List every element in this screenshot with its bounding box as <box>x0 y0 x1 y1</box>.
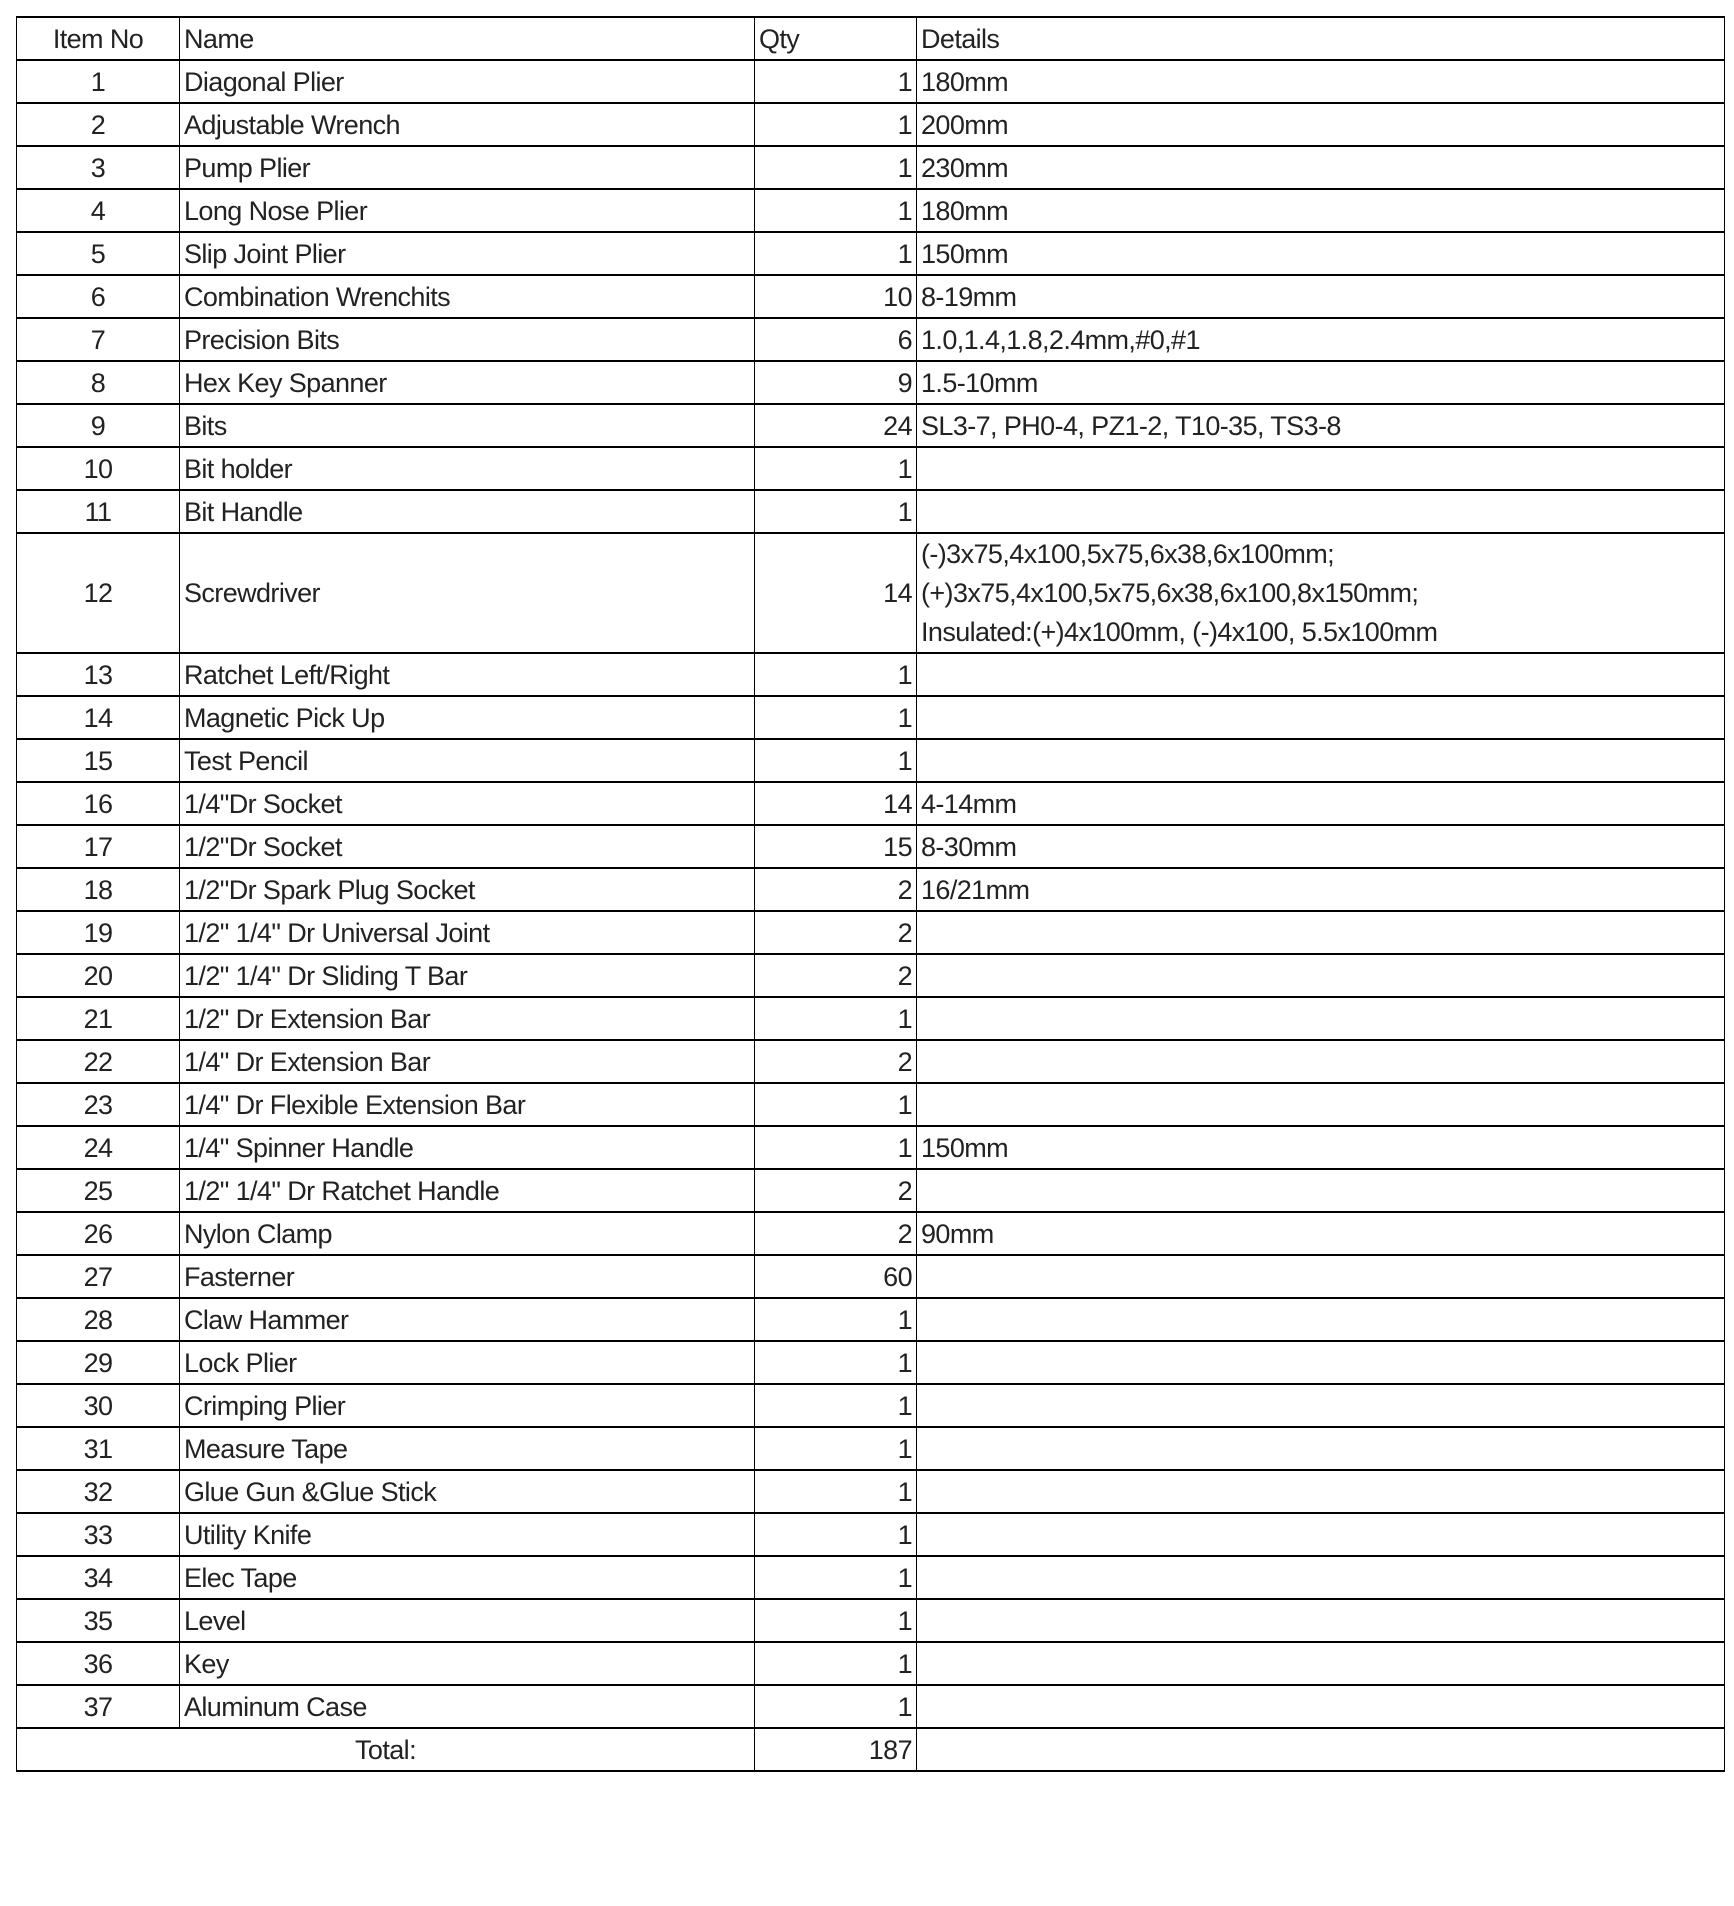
item-no-cell: 14 <box>17 696 180 739</box>
details-cell <box>917 911 1725 954</box>
name-cell: Screwdriver <box>180 533 755 653</box>
table-row <box>17 60 1725 103</box>
item-no-cell: 37 <box>17 1685 180 1728</box>
table-row <box>17 318 1725 361</box>
total-details-cell <box>917 1728 1725 1771</box>
item-no-cell: 8 <box>17 361 180 404</box>
header-row <box>17 17 1725 60</box>
details-cell: 8-19mm <box>917 275 1725 318</box>
table-row <box>17 696 1725 739</box>
name-cell: Bit Handle <box>180 490 755 533</box>
item-no-cell: 13 <box>17 653 180 696</box>
qty-cell: 1 <box>755 1556 917 1599</box>
table-row <box>17 1255 1725 1298</box>
table-row <box>17 189 1725 232</box>
details-cell: 230mm <box>917 146 1725 189</box>
details-cell: 1.0,1.4,1.8,2.4mm,#0,#1 <box>917 318 1725 361</box>
name-cell: 1/2"Dr Spark Plug Socket <box>180 868 755 911</box>
details-cell: 90mm <box>917 1212 1725 1255</box>
name-cell: Nylon Clamp <box>180 1212 755 1255</box>
item-no-cell: 7 <box>17 318 180 361</box>
table-row <box>17 997 1725 1040</box>
details-cell <box>917 1556 1725 1599</box>
name-cell: 1/4"Dr Socket <box>180 782 755 825</box>
table-row <box>17 825 1725 868</box>
details-cell <box>917 696 1725 739</box>
item-no-cell: 25 <box>17 1169 180 1212</box>
details-cell <box>917 1470 1725 1513</box>
item-no-cell: 4 <box>17 189 180 232</box>
qty-cell: 1 <box>755 1685 917 1728</box>
details-cell <box>917 1341 1725 1384</box>
details-cell <box>917 1083 1725 1126</box>
item-no-cell: 27 <box>17 1255 180 1298</box>
parts-list-table <box>16 16 1725 1772</box>
qty-cell: 1 <box>755 1599 917 1642</box>
name-cell: Utility Knife <box>180 1513 755 1556</box>
table-row <box>17 1384 1725 1427</box>
details-line: (+)3x75,4x100,5x75,6x38,6x100,8x150mm; <box>921 577 1419 608</box>
qty-cell: 2 <box>755 954 917 997</box>
name-cell: Level <box>180 1599 755 1642</box>
header-item-no: Item No <box>17 17 180 60</box>
table-row <box>17 447 1725 490</box>
details-cell <box>917 490 1725 533</box>
table-row <box>17 1040 1725 1083</box>
name-cell: 1/2"Dr Socket <box>180 825 755 868</box>
item-no-cell: 17 <box>17 825 180 868</box>
name-cell: 1/2" 1/4" Dr Sliding T Bar <box>180 954 755 997</box>
qty-cell: 1 <box>755 997 917 1040</box>
table-row <box>17 868 1725 911</box>
qty-cell: 1 <box>755 232 917 275</box>
name-cell: Aluminum Case <box>180 1685 755 1728</box>
details-cell: 1.5-10mm <box>917 361 1725 404</box>
details-cell <box>917 1599 1725 1642</box>
qty-cell: 1 <box>755 189 917 232</box>
item-no-cell: 23 <box>17 1083 180 1126</box>
item-no-cell: 11 <box>17 490 180 533</box>
qty-cell: 9 <box>755 361 917 404</box>
qty-cell: 1 <box>755 447 917 490</box>
table-row <box>17 1556 1725 1599</box>
qty-cell: 14 <box>755 533 917 653</box>
header-details: Details <box>917 17 1725 60</box>
details-cell <box>917 739 1725 782</box>
qty-cell: 2 <box>755 1212 917 1255</box>
details-cell: SL3-7, PH0-4, PZ1-2, T10-35, TS3-8 <box>917 404 1725 447</box>
name-cell: Elec Tape <box>180 1556 755 1599</box>
details-cell: 16/21mm <box>917 868 1725 911</box>
details-cell <box>917 1642 1725 1685</box>
qty-cell: 1 <box>755 1384 917 1427</box>
name-cell: Pump Plier <box>180 146 755 189</box>
item-no-cell: 5 <box>17 232 180 275</box>
item-no-cell: 35 <box>17 1599 180 1642</box>
name-cell: 1/2" 1/4" Dr Universal Joint <box>180 911 755 954</box>
table-row <box>17 1685 1725 1728</box>
qty-cell: 1 <box>755 146 917 189</box>
table-row <box>17 1212 1725 1255</box>
item-no-cell: 32 <box>17 1470 180 1513</box>
item-no-cell: 12 <box>17 533 180 653</box>
item-no-cell: 19 <box>17 911 180 954</box>
item-no-cell: 6 <box>17 275 180 318</box>
qty-cell: 1 <box>755 1470 917 1513</box>
table-row <box>17 404 1725 447</box>
table-row <box>17 490 1725 533</box>
table-row <box>17 361 1725 404</box>
item-no-cell: 18 <box>17 868 180 911</box>
name-cell: Bits <box>180 404 755 447</box>
name-cell: 1/4" Dr Flexible Extension Bar <box>180 1083 755 1126</box>
item-no-cell: 15 <box>17 739 180 782</box>
name-cell: Test Pencil <box>180 739 755 782</box>
name-cell: 1/2" 1/4" Dr Ratchet Handle <box>180 1169 755 1212</box>
qty-cell: 24 <box>755 404 917 447</box>
details-cell <box>917 1427 1725 1470</box>
item-no-cell: 16 <box>17 782 180 825</box>
table-row <box>17 1642 1725 1685</box>
table-row <box>17 1599 1725 1642</box>
name-cell: Key <box>180 1642 755 1685</box>
name-cell: Claw Hammer <box>180 1298 755 1341</box>
details-cell: 150mm <box>917 1126 1725 1169</box>
table-row <box>17 1169 1725 1212</box>
qty-cell: 2 <box>755 1169 917 1212</box>
item-no-cell: 22 <box>17 1040 180 1083</box>
qty-cell: 1 <box>755 103 917 146</box>
details-cell <box>917 954 1725 997</box>
item-no-cell: 20 <box>17 954 180 997</box>
details-cell <box>917 1169 1725 1212</box>
qty-cell: 6 <box>755 318 917 361</box>
qty-cell: 1 <box>755 739 917 782</box>
qty-cell: 1 <box>755 490 917 533</box>
name-cell: Fasterner <box>180 1255 755 1298</box>
table-row <box>17 911 1725 954</box>
details-line: Insulated:(+)4x100mm, (-)4x100, 5.5x100mm <box>921 616 1438 647</box>
details-cell <box>917 1298 1725 1341</box>
qty-cell: 60 <box>755 1255 917 1298</box>
table-row <box>17 1083 1725 1126</box>
header-qty: Qty <box>755 17 917 60</box>
details-cell <box>917 1255 1725 1298</box>
item-no-cell: 1 <box>17 60 180 103</box>
details-cell: 8-30mm <box>917 825 1725 868</box>
qty-cell: 14 <box>755 782 917 825</box>
qty-cell: 2 <box>755 868 917 911</box>
name-cell: Adjustable Wrench <box>180 103 755 146</box>
name-cell: 1/4" Spinner Handle <box>180 1126 755 1169</box>
table-row <box>17 653 1725 696</box>
table-row <box>17 739 1725 782</box>
table-row <box>17 1427 1725 1470</box>
name-cell: Long Nose Plier <box>180 189 755 232</box>
table-row <box>17 103 1725 146</box>
header-name: Name <box>180 17 755 60</box>
item-no-cell: 34 <box>17 1556 180 1599</box>
item-no-cell: 21 <box>17 997 180 1040</box>
details-cell <box>917 1040 1725 1083</box>
details-cell: 4-14mm <box>917 782 1725 825</box>
qty-cell: 15 <box>755 825 917 868</box>
qty-cell: 1 <box>755 1513 917 1556</box>
name-cell: Ratchet Left/Right <box>180 653 755 696</box>
table-row <box>17 782 1725 825</box>
qty-cell: 2 <box>755 911 917 954</box>
name-cell: Magnetic Pick Up <box>180 696 755 739</box>
table-row <box>17 275 1725 318</box>
details-line: (-)3x75,4x100,5x75,6x38,6x100mm; <box>921 538 1335 569</box>
qty-cell: 1 <box>755 1083 917 1126</box>
details-cell <box>917 1513 1725 1556</box>
qty-cell: 1 <box>755 1126 917 1169</box>
details-cell: 150mm <box>917 232 1725 275</box>
name-cell: Precision Bits <box>180 318 755 361</box>
name-cell: Crimping Plier <box>180 1384 755 1427</box>
table-row <box>17 954 1725 997</box>
table-row <box>17 232 1725 275</box>
qty-cell: 1 <box>755 696 917 739</box>
name-cell: Diagonal Plier <box>180 60 755 103</box>
name-cell: Slip Joint Plier <box>180 232 755 275</box>
total-qty: 187 <box>755 1728 917 1771</box>
item-no-cell: 36 <box>17 1642 180 1685</box>
name-cell: Measure Tape <box>180 1427 755 1470</box>
item-no-cell: 31 <box>17 1427 180 1470</box>
details-cell <box>917 1384 1725 1427</box>
qty-cell: 1 <box>755 1298 917 1341</box>
details-cell: 180mm <box>917 189 1725 232</box>
total-label: Total: <box>17 1728 755 1771</box>
name-cell: 1/2" Dr Extension Bar <box>180 997 755 1040</box>
table-row <box>17 1470 1725 1513</box>
item-no-cell: 24 <box>17 1126 180 1169</box>
details-cell <box>917 997 1725 1040</box>
item-no-cell: 28 <box>17 1298 180 1341</box>
name-cell: Combination Wrenchits <box>180 275 755 318</box>
item-no-cell: 33 <box>17 1513 180 1556</box>
qty-cell: 10 <box>755 275 917 318</box>
table-row <box>17 1513 1725 1556</box>
name-cell: Bit holder <box>180 447 755 490</box>
name-cell: Lock Plier <box>180 1341 755 1384</box>
details-cell <box>917 653 1725 696</box>
name-cell: Hex Key Spanner <box>180 361 755 404</box>
total-row <box>17 1728 1725 1771</box>
qty-cell: 2 <box>755 1040 917 1083</box>
name-cell: Glue Gun &Glue Stick <box>180 1470 755 1513</box>
qty-cell: 1 <box>755 1341 917 1384</box>
details-cell: 180mm <box>917 60 1725 103</box>
name-cell: 1/4" Dr Extension Bar <box>180 1040 755 1083</box>
item-no-cell: 30 <box>17 1384 180 1427</box>
qty-cell: 1 <box>755 1642 917 1685</box>
item-no-cell: 2 <box>17 103 180 146</box>
table-row <box>17 1126 1725 1169</box>
details-cell <box>917 533 1725 653</box>
table-row <box>17 1341 1725 1384</box>
details-cell: 200mm <box>917 103 1725 146</box>
table-row <box>17 146 1725 189</box>
qty-cell: 1 <box>755 653 917 696</box>
item-no-cell: 9 <box>17 404 180 447</box>
item-no-cell: 3 <box>17 146 180 189</box>
details-cell <box>917 1685 1725 1728</box>
qty-cell: 1 <box>755 60 917 103</box>
table-row <box>17 1298 1725 1341</box>
table-row <box>17 533 1725 653</box>
item-no-cell: 10 <box>17 447 180 490</box>
item-no-cell: 26 <box>17 1212 180 1255</box>
details-cell <box>917 447 1725 490</box>
qty-cell: 1 <box>755 1427 917 1470</box>
item-no-cell: 29 <box>17 1341 180 1384</box>
